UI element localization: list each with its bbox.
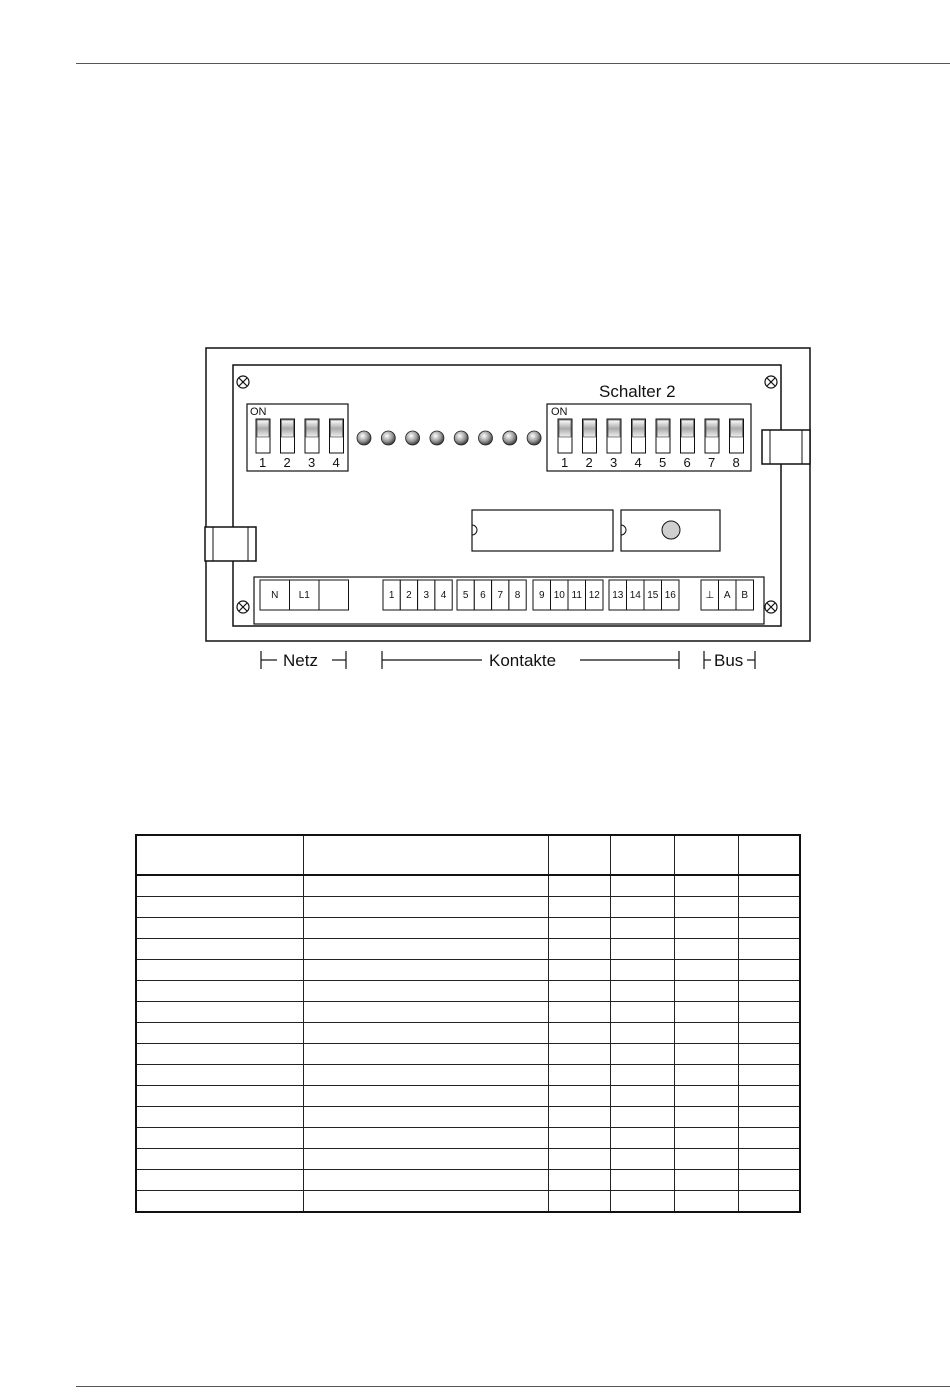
switch1-on-label: ON [250,406,267,418]
table-cell [136,1086,303,1107]
table-cell [610,1044,674,1065]
table-row [136,1086,800,1107]
terminal-label: 3 [423,590,430,601]
led-icon [381,431,395,445]
table-row [136,875,800,897]
terminal-label: 5 [462,590,469,601]
terminal-label: 1 [388,590,395,601]
dip-lever [558,419,572,453]
terminal-label: A [723,590,731,601]
table-cell [136,1107,303,1128]
table-cell [136,1128,303,1149]
table-row [136,1002,800,1023]
table-cell [548,1191,610,1213]
dip-position-label: 4 [332,455,340,470]
table-header-cell [548,835,610,875]
table-cell [738,1107,800,1128]
table-cell [136,1191,303,1213]
dip-position-label: 6 [683,455,691,470]
table-cell [303,1149,548,1170]
table-cell [303,1002,548,1023]
table-cell [674,1191,738,1213]
terminal-label: 16 [664,590,676,601]
dip-position-label: 1 [259,455,267,470]
dip-position-label: 2 [585,455,593,470]
terminal-label: 15 [647,590,659,601]
table-cell [610,1170,674,1191]
table-cell [548,918,610,939]
potentiometer-knob [662,521,680,539]
terminal-label: 4 [440,590,447,601]
terminal-label: 2 [406,590,412,601]
table-cell [674,918,738,939]
terminal-label: 14 [629,590,641,601]
table-row [136,1065,800,1086]
table-cell [303,897,548,918]
led-icon [527,431,541,445]
terminal-label: 13 [612,590,624,601]
table-cell [136,897,303,918]
terminal-label: ⊥ [705,590,715,601]
table-cell [738,1170,800,1191]
table-cell [610,1191,674,1213]
table-cell [303,1170,548,1191]
table-cell [738,1065,800,1086]
screw-icon [765,376,777,388]
table-cell [303,981,548,1002]
table-cell [548,960,610,981]
table-cell [303,960,548,981]
table-body [136,875,800,1212]
netz-label: Netz [283,651,318,670]
table-cell [674,939,738,960]
table-cell [610,1023,674,1044]
table-cell [136,1170,303,1191]
terminal-group [260,580,349,610]
dip-position-label: 7 [708,455,716,470]
dip-lever [681,419,695,453]
dip-position-label: 8 [732,455,740,470]
table-cell [674,1149,738,1170]
table-row [136,981,800,1002]
ic-chip [472,510,613,551]
settings-table [135,834,801,1213]
table-header-cell [610,835,674,875]
table-cell [303,1191,548,1213]
terminal-label: 11 [571,590,582,601]
table-cell [674,1023,738,1044]
table-cell [674,875,738,897]
dip-lever [632,419,646,453]
terminal-blocks [260,580,754,610]
dip-lever [583,419,597,453]
terminal-label: 12 [588,590,600,601]
dip-position-label: 2 [283,455,291,470]
table-cell [738,1191,800,1213]
led-icon [503,431,517,445]
terminal-label: 8 [514,590,521,601]
table-cell [136,1002,303,1023]
terminal-label: N [271,590,279,601]
dip-lever [305,419,319,453]
table-row [136,897,800,918]
table-cell [610,1107,674,1128]
dip-position-label: 4 [634,455,642,470]
table-cell [674,897,738,918]
dip-position-label: 1 [561,455,569,470]
table-row [136,939,800,960]
table-cell [674,960,738,981]
table-header-row [136,835,800,875]
table-row [136,918,800,939]
dip-lever [330,419,344,453]
table-cell [674,1107,738,1128]
led-icon [430,431,444,445]
led-icon [479,431,493,445]
terminal-label: 9 [538,590,545,601]
screw-icon [237,376,249,388]
table-cell [674,1044,738,1065]
table-cell [303,1023,548,1044]
table-cell [303,1065,548,1086]
terminal-label: L1 [298,590,310,601]
table-cell [136,960,303,981]
table-row [136,1170,800,1191]
dip-switch-2 [558,419,744,470]
dip-position-label: 3 [610,455,618,470]
terminal-label: 7 [497,590,504,601]
table-cell [548,1065,610,1086]
table-cell [136,1044,303,1065]
led-row [357,431,541,445]
table-cell [738,1149,800,1170]
table-row [136,1044,800,1065]
table-cell [738,1044,800,1065]
table-header-cell [738,835,800,875]
table-cell [610,1002,674,1023]
terminal-group [457,580,526,610]
table-row [136,1149,800,1170]
table-cell [136,981,303,1002]
table-cell [610,1128,674,1149]
table-header-cell [136,835,303,875]
table-cell [548,939,610,960]
table-cell [136,1149,303,1170]
switch2-title: Schalter 2 [599,382,676,401]
table-cell [303,875,548,897]
table-cell [674,1170,738,1191]
table-cell [548,1086,610,1107]
table-row [136,1107,800,1128]
terminal-label: 10 [553,590,565,601]
table-cell [548,897,610,918]
dip-lever [730,419,744,453]
table-cell [136,1023,303,1044]
table-cell [610,939,674,960]
table-cell [610,960,674,981]
terminal-label: 6 [480,590,486,601]
right-clip [762,430,810,464]
table-cell [610,981,674,1002]
table-row [136,1191,800,1213]
table-cell [738,918,800,939]
switch2-on-label: ON [551,406,568,418]
table-cell [610,1149,674,1170]
table-cell [674,1065,738,1086]
table-cell [548,1107,610,1128]
table-cell [738,1023,800,1044]
table-cell [674,981,738,1002]
table-row [136,960,800,981]
table-cell [674,1128,738,1149]
table-cell [610,918,674,939]
table-cell [738,960,800,981]
table-cell [548,981,610,1002]
terminal-group [701,580,754,610]
table-cell [548,1128,610,1149]
bus-label: Bus [714,651,744,670]
table-cell [548,1044,610,1065]
table-row [136,1023,800,1044]
table-cell [548,1023,610,1044]
terminal-group [383,580,452,610]
ic-socket-with-potentiometer [621,510,720,551]
led-icon [406,431,420,445]
screw-icon [765,601,777,613]
terminal-group [533,580,603,610]
table-cell [548,875,610,897]
table-cell [548,1170,610,1191]
footer-rule [76,1386,950,1387]
table-header-cell [303,835,548,875]
dip-lever [256,419,270,453]
table-cell [548,1149,610,1170]
dip-position-label: 5 [659,455,667,470]
kontakte-label: Kontakte [489,651,557,670]
table-cell [610,897,674,918]
table-cell [610,1065,674,1086]
table-cell [738,1002,800,1023]
table-cell [610,1086,674,1107]
table-cell [136,918,303,939]
led-icon [454,431,468,445]
left-clip [205,527,256,561]
table-cell [303,918,548,939]
table-cell [674,1002,738,1023]
table-cell [738,1086,800,1107]
table-header-cell [674,835,738,875]
table-cell [303,1086,548,1107]
dip-lever [281,419,295,453]
table-cell [738,1128,800,1149]
table-cell [674,1086,738,1107]
dip-switch-2-frame [547,404,751,471]
table-cell [303,939,548,960]
terminal-group [609,580,679,610]
dip-lever [607,419,621,453]
table-cell [303,1128,548,1149]
table-cell [548,1002,610,1023]
table-cell [738,981,800,1002]
screw-icon [237,601,249,613]
table-cell [738,939,800,960]
dip-switch-1 [256,419,344,470]
table-row [136,1128,800,1149]
dip-lever [705,419,719,453]
table-cell [303,1044,548,1065]
table-cell [738,897,800,918]
table-cell [136,1065,303,1086]
table-cell [136,939,303,960]
dip-position-label: 3 [308,455,316,470]
dip-lever [656,419,670,453]
table-cell [136,875,303,897]
led-icon [357,431,371,445]
terminal-label: B [741,590,749,601]
table-cell [610,875,674,897]
table-cell [738,875,800,897]
table-cell [303,1107,548,1128]
